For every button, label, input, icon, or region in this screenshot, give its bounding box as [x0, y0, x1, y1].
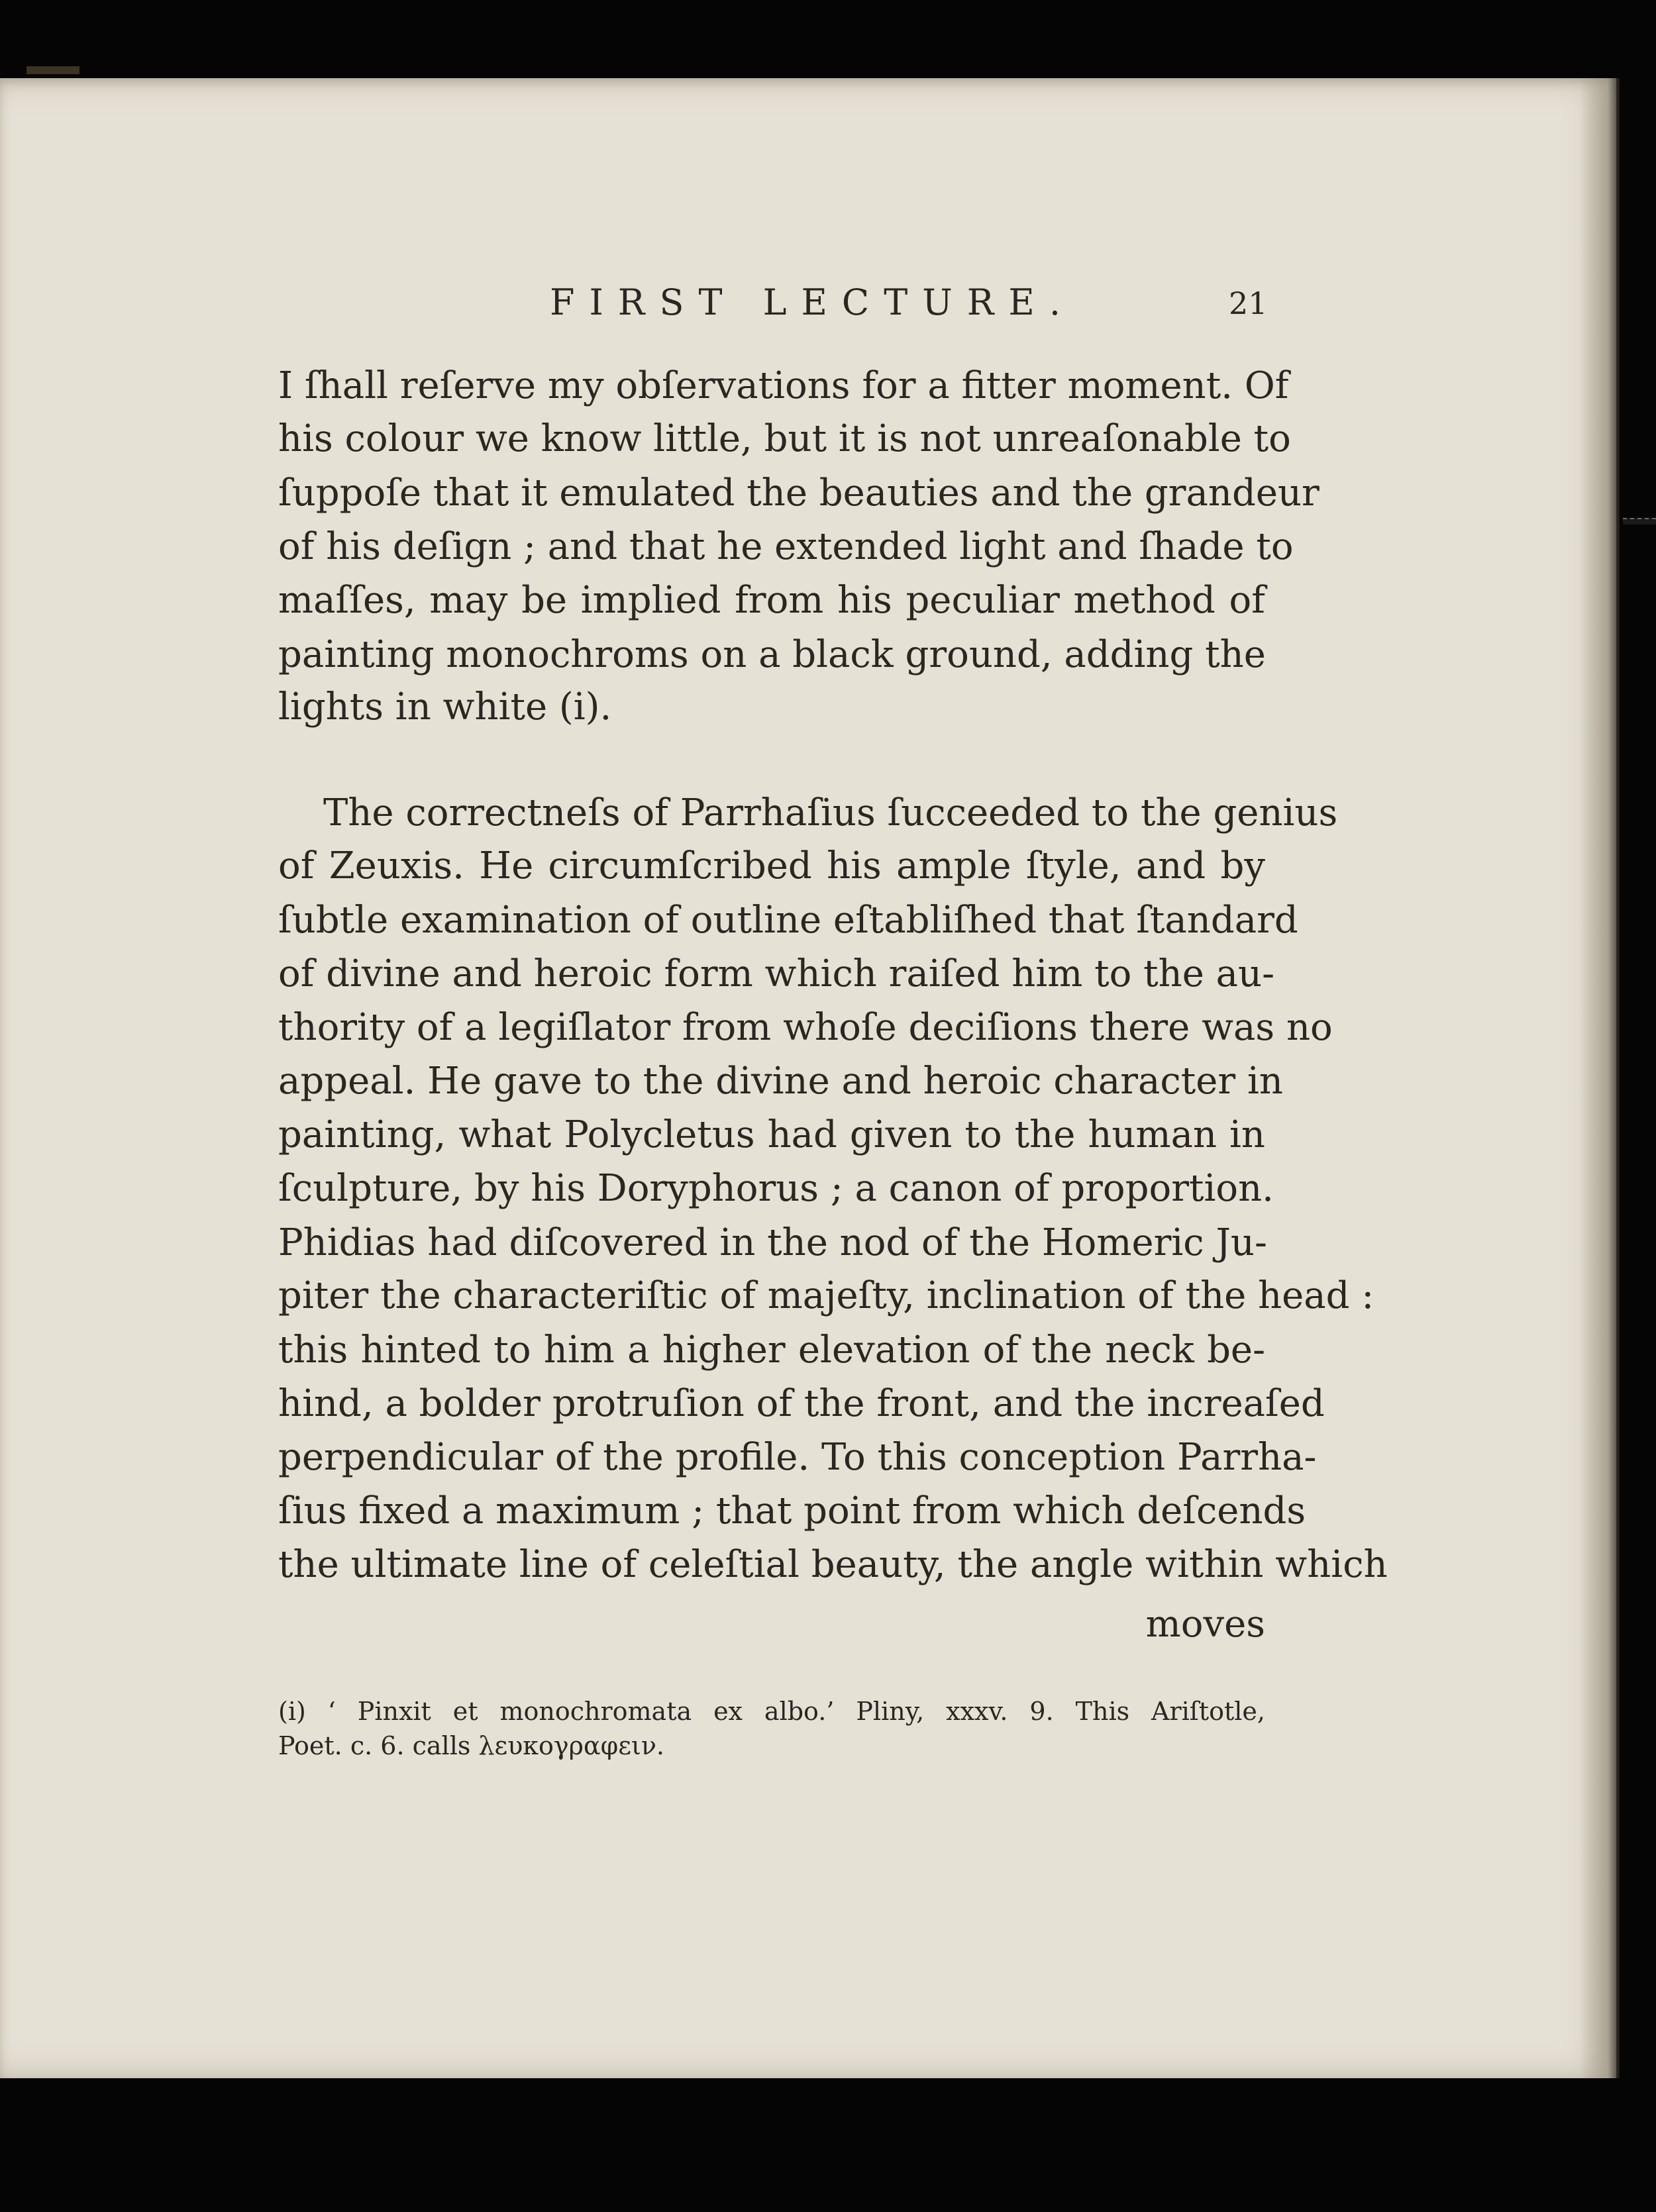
catchword: moves	[1145, 1603, 1265, 1646]
footnote-line: Poet. c. 6. calls λευκογραφειν.	[278, 1731, 665, 1760]
footnote-line: (i) ‘ Pinxit et monochromata ex albo.’ Pliny, xxxv. 9. This Ariſtotle,	[278, 1697, 1265, 1726]
corner-mark	[26, 66, 79, 74]
text-line: The correctneſs of Parrhaſius ſucceeded to the genius	[323, 791, 1338, 834]
page-number: 21	[1229, 285, 1268, 321]
text-line: ſubtle examination of outline eſtabliſhed that ſtandard	[278, 899, 1298, 942]
text-line: ſculpture, by his Doryphorus ; a canon of proportion.	[278, 1167, 1274, 1210]
text-line: of divine and heroic form which raiſed him to the au-	[278, 952, 1275, 995]
text-line: perpendicular of the profile. To this conception Parrha-	[278, 1436, 1317, 1479]
page-edge-shadow	[1580, 78, 1620, 2078]
margin-tab-mark	[1623, 518, 1656, 525]
text-line: painting, what Polycletus had given to the human in	[278, 1113, 1265, 1156]
text-line: of his deſign ; and that he extended light and ſhade to	[278, 525, 1294, 568]
text-line: appeal. He gave to the divine and heroic character in	[278, 1060, 1283, 1103]
text-line: the ultimate line of celeſtial beauty, the angle within which	[278, 1543, 1388, 1586]
text-line: I ſhall reſerve my obſervations for a fitter moment. Of	[278, 364, 1289, 407]
text-line: lights in white (i).	[278, 685, 612, 729]
text-line: maſſes, may be implied from his peculiar method of	[278, 579, 1265, 622]
text-line: Phidias had diſcovered in the nod of the Homeric Ju-	[278, 1221, 1267, 1264]
text-line: hind, a bolder protruſion of the front, and the increaſed	[278, 1382, 1325, 1425]
text-line: piter the characteriſtic of majeſty, inclination of the head :	[278, 1274, 1374, 1317]
text-line: ſuppoſe that it emulated the beauties and the grandeur	[278, 472, 1320, 515]
running-head-title: FIRST LECTURE.	[550, 281, 1075, 323]
text-line: painting monochroms on a black ground, adding the	[278, 633, 1266, 676]
text-line: this hinted to him a higher elevation of the neck be-	[278, 1329, 1265, 1372]
text-line: of Zeuxis. He circumſcribed his ample ſtyle, and by	[278, 844, 1265, 887]
text-line: ſius fixed a maximum ; that point from which deſcends	[278, 1489, 1306, 1533]
text-line: his colour we know little, but it is not unreaſonable to	[278, 417, 1291, 460]
text-line: thority of a legiſlator from whoſe deciſions there was no	[278, 1006, 1333, 1049]
running-head	[0, 281, 1656, 328]
